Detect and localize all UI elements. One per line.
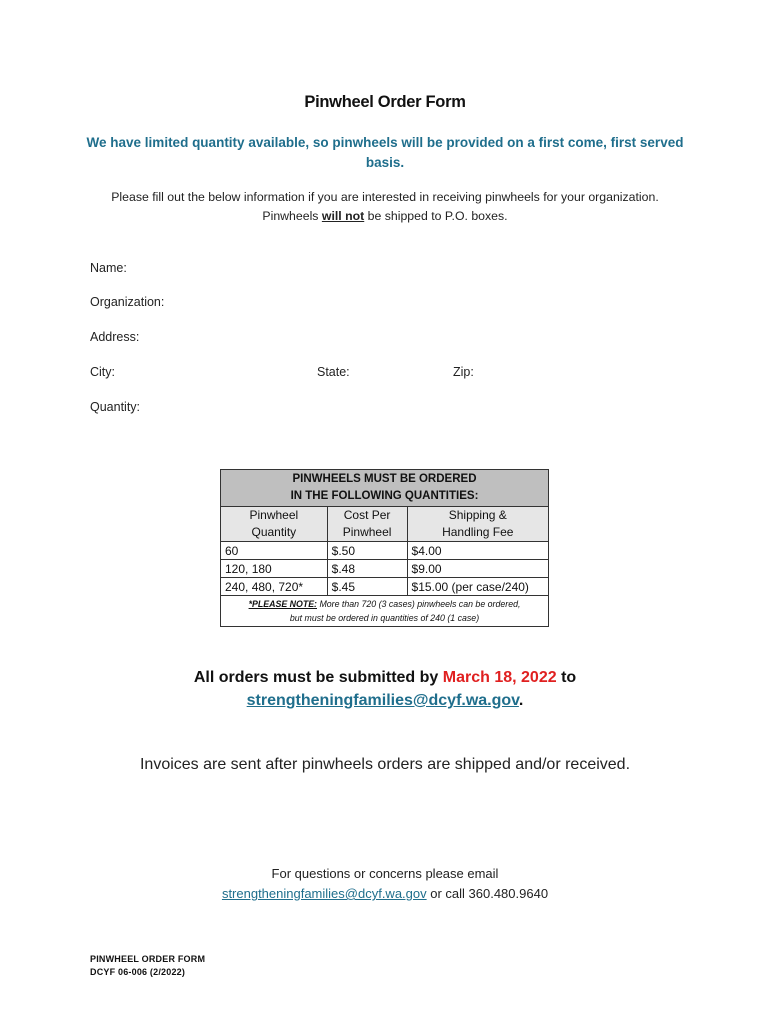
deadline-statement [0,666,770,712]
organization-field-label: Organization: [90,295,165,309]
header-cost-line-1: Cost Per [343,508,391,522]
header-fee [407,507,548,542]
city-field-label: City: [90,365,115,379]
deadline-line-1 [0,666,770,689]
notice-line-2: basis. [365,155,405,170]
contact-info [0,864,770,904]
availability-notice [0,133,770,173]
cell-quantity: 120, 180 [221,560,328,578]
pricing-table [220,469,549,627]
header-quantity [221,507,328,542]
header-cost [327,507,407,542]
contact-line-1: For questions or concerns please email [271,866,499,881]
cell-fee: $4.00 [407,542,548,560]
deadline-text: All orders must be submitted by [193,669,443,686]
instructions-emphasis: will not [321,209,365,223]
table-row [221,560,549,578]
instructions [0,188,770,226]
deadline-period: . [518,692,524,709]
header-quantity-line-1: Pinwheel [249,508,299,522]
invoice-statement: Invoices are sent after pinwheels orders are shipped and/or received. [139,756,631,773]
address-field-label: Address: [90,330,140,344]
quantity-field-label: Quantity: [90,400,141,414]
state-field-label: State: [317,365,350,379]
table-row [221,578,549,596]
notice-line-1: We have limited quantity available, so pinwheels will be provided on a first come, first served [86,135,684,150]
table-note [221,596,549,627]
deadline-email-link[interactable]: strengtheningfamilies@dcyf.wa.gov [246,692,519,709]
table-title-line-1: PINWHEELS MUST BE ORDERED [292,473,477,485]
instructions-text-end: be shipped to P.O. boxes. [364,209,508,223]
cell-cost: $.48 [327,560,407,578]
contact-email-link[interactable]: strengtheningfamilies@dcyf.wa.gov [221,886,427,901]
cell-quantity: 240, 480, 720* [221,578,328,596]
header-fee-line-1: Shipping & [448,508,507,522]
page-title: Pinwheel Order Form [304,93,466,111]
instructions-text: Pinwheels [262,209,322,223]
deadline-text-to: to [556,669,577,686]
table-title [221,470,549,507]
contact-line-2 [0,884,770,904]
table-note-label: *PLEASE NOTE: [248,599,317,609]
instructions-line-1: Please fill out the below information if you are interested in receiving pinwheels for your organization. [111,190,659,204]
table-title-line-2: IN THE FOLLOWING QUANTITIES: [290,490,479,502]
table-note-line-2: but must be ordered in quantities of 240 (1 case) [289,613,480,623]
cell-cost: $.50 [327,542,407,560]
table-note-text: More than 720 (3 cases) pinwheels can be ordered, [317,599,521,609]
header-quantity-line-2: Quantity [251,525,297,539]
instructions-line-2 [0,207,770,226]
deadline-date: March 18, 2022 [442,669,557,686]
header-cost-line-2: Pinwheel [342,525,392,539]
cell-quantity: 60 [221,542,328,560]
deadline-line-2 [0,689,770,712]
header-fee-line-2: Handling Fee [442,525,514,539]
table-note-line-1 [223,597,546,611]
zip-field-label: Zip: [453,365,474,379]
pricing-table-container [220,469,549,627]
name-field-label: Name: [90,261,127,275]
footer-form-code: DCYF 06-006 (2/2022) [90,967,186,977]
cell-fee: $15.00 (per case/240) [407,578,548,596]
contact-phone-text: or call 360.480.9640 [426,886,549,901]
form-footer [90,953,205,979]
cell-cost: $.45 [327,578,407,596]
table-row [221,542,549,560]
footer-form-name: PINWHEEL ORDER FORM [90,954,206,964]
cell-fee: $9.00 [407,560,548,578]
